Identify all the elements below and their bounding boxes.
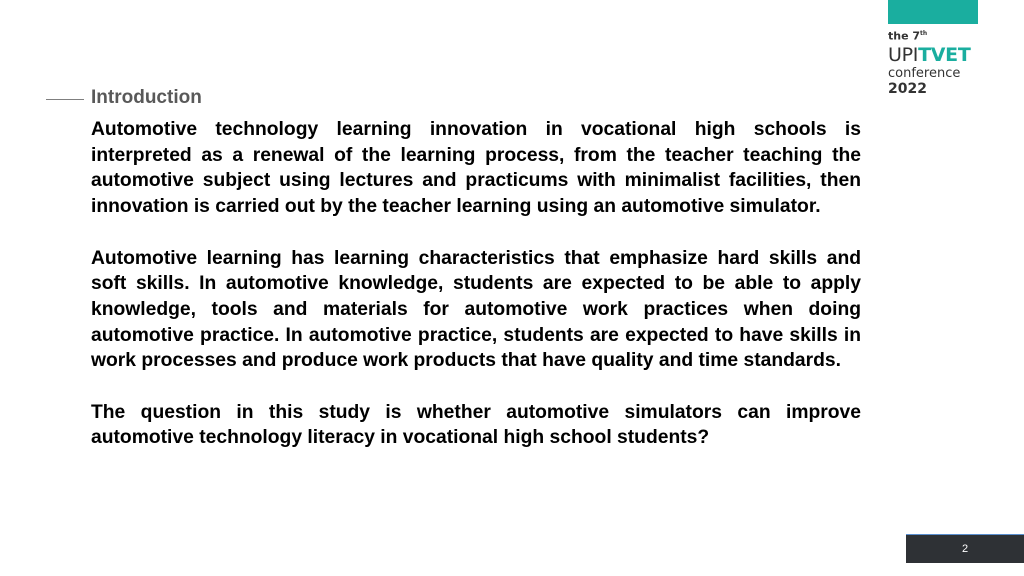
logo-edition-prefix: the 7 <box>888 29 921 43</box>
conference-logo <box>888 27 988 97</box>
logo-accent-bar <box>888 0 978 24</box>
logo-edition <box>888 27 988 44</box>
paragraph-1: Automotive technology learning innovation in vocational high schools is interpreted as a renewal of the learning process, from the teacher teaching the automotive subject using lectures and practicums with minimalist facilities, then innovation is carried out by the teacher learning using an automotive simulator. <box>91 119 861 218</box>
body-text <box>91 117 861 451</box>
logo-name-upi: UPI <box>888 43 919 66</box>
logo-subtitle: conference <box>888 65 961 81</box>
logo-year: 2022 <box>888 80 927 97</box>
paragraph-2: Automotive learning has learning characteristics that emphasize hard skills and soft skills. In automotive knowledge, students are expected to be able to apply knowledge, tools and materials for automotive work practices when doing automotive practice. In automotive practice, students are expected to have skills in work processes and produce work products that have quality and time standards. <box>91 247 861 372</box>
page-number-box <box>906 534 1024 563</box>
section-divider-line <box>46 99 84 100</box>
logo-name-tvet: TVET <box>918 43 971 66</box>
page-number: 2 <box>961 543 969 555</box>
paragraph-3: The question in this study is whether automotive simulators can improve automotive technology literacy in vocational high school students? <box>91 401 861 449</box>
section-title: Introduction <box>91 87 202 108</box>
logo-name <box>888 44 988 66</box>
logo-edition-suffix: th <box>920 30 928 37</box>
